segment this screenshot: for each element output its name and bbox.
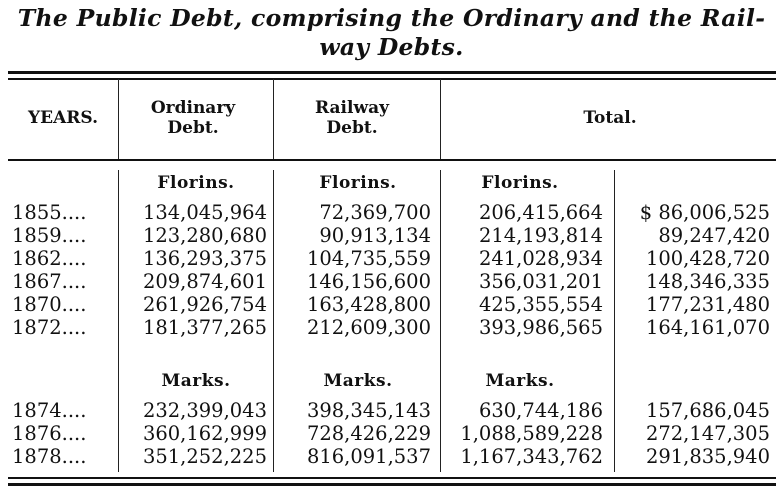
dollar-cell: 164,161,070 <box>645 316 770 339</box>
table-row <box>0 445 783 469</box>
year-cell: 1876.... <box>12 422 87 445</box>
unit-total-florins: Florins. <box>481 173 559 193</box>
railway-cell: 72,369,700 <box>319 201 431 224</box>
table-title <box>0 4 783 62</box>
total-cell: 393,986,565 <box>478 316 603 339</box>
year-cell: 1855.... <box>12 201 87 224</box>
top-rule-thin <box>8 78 776 80</box>
header-years: YEARS. <box>27 108 98 128</box>
total-cell: 1,167,343,762 <box>460 445 603 468</box>
bottom-rule-thick <box>8 483 776 486</box>
col-divider <box>440 79 441 159</box>
header-rule <box>8 159 776 161</box>
railway-cell: 104,735,559 <box>306 247 431 270</box>
total-cell: 630,744,186 <box>478 399 603 422</box>
ordinary-cell: 232,399,043 <box>142 399 267 422</box>
railway-cell: 816,091,537 <box>306 445 431 468</box>
ordinary-cell: 360,162,999 <box>142 422 267 445</box>
table-row <box>0 201 783 225</box>
table-row <box>0 224 783 248</box>
dollar-cell: 272,147,305 <box>645 422 770 445</box>
ordinary-cell: 134,045,964 <box>142 201 267 224</box>
table-row <box>0 316 783 340</box>
total-cell: 241,028,934 <box>478 247 603 270</box>
railway-cell: 398,345,143 <box>306 399 431 422</box>
dollar-cell: 100,428,720 <box>645 247 770 270</box>
railway-cell: 90,913,134 <box>319 224 431 247</box>
unit-ordinary-florins: Florins. <box>157 173 235 193</box>
table-row <box>0 422 783 446</box>
dollar-cell: 89,247,420 <box>658 224 770 247</box>
year-cell: 1870.... <box>12 293 87 316</box>
railway-cell: 728,426,229 <box>306 422 431 445</box>
col-divider <box>273 79 274 159</box>
top-rule-thick <box>8 71 776 74</box>
header-ordinary: Ordinary Debt. <box>150 98 236 138</box>
header-railway: Railway Debt. <box>315 98 389 138</box>
railway-cell: 212,609,300 <box>306 316 431 339</box>
year-cell: 1862.... <box>12 247 87 270</box>
table-row <box>0 247 783 271</box>
ordinary-cell: 209,874,601 <box>142 270 267 293</box>
title-line-1: The Public Debt, comprising the Ordinary and the Rail- <box>17 4 766 32</box>
total-cell: 214,193,814 <box>478 224 603 247</box>
ordinary-cell: 351,252,225 <box>142 445 267 468</box>
unit-railway-florins: Florins. <box>319 173 397 193</box>
dollar-cell: $ 86,006,525 <box>639 201 770 224</box>
ordinary-cell: 261,926,754 <box>142 293 267 316</box>
dollar-cell: 148,346,335 <box>645 270 770 293</box>
ordinary-cell: 181,377,265 <box>142 316 267 339</box>
dollar-cell: 291,835,940 <box>645 445 770 468</box>
year-cell: 1859.... <box>12 224 87 247</box>
unit-total-marks: Marks. <box>485 371 555 391</box>
total-cell: 206,415,664 <box>478 201 603 224</box>
dollar-cell: 157,686,045 <box>645 399 770 422</box>
total-cell: 1,088,589,228 <box>460 422 603 445</box>
table-row <box>0 270 783 294</box>
unit-ordinary-marks: Marks. <box>161 371 231 391</box>
bottom-rule-thin <box>8 477 776 479</box>
railway-cell: 146,156,600 <box>306 270 431 293</box>
table-row <box>0 399 783 423</box>
ordinary-cell: 123,280,680 <box>142 224 267 247</box>
title-line-2: way Debts. <box>319 33 464 61</box>
total-cell: 425,355,554 <box>478 293 603 316</box>
col-divider <box>118 79 119 159</box>
railway-cell: 163,428,800 <box>306 293 431 316</box>
year-cell: 1874.... <box>12 399 87 422</box>
ordinary-cell: 136,293,375 <box>142 247 267 270</box>
year-cell: 1872.... <box>12 316 87 339</box>
table-row <box>0 293 783 317</box>
total-cell: 356,031,201 <box>478 270 603 293</box>
year-cell: 1867.... <box>12 270 87 293</box>
header-total: Total. <box>583 108 637 128</box>
year-cell: 1878.... <box>12 445 87 468</box>
dollar-cell: 177,231,480 <box>645 293 770 316</box>
unit-railway-marks: Marks. <box>323 371 393 391</box>
